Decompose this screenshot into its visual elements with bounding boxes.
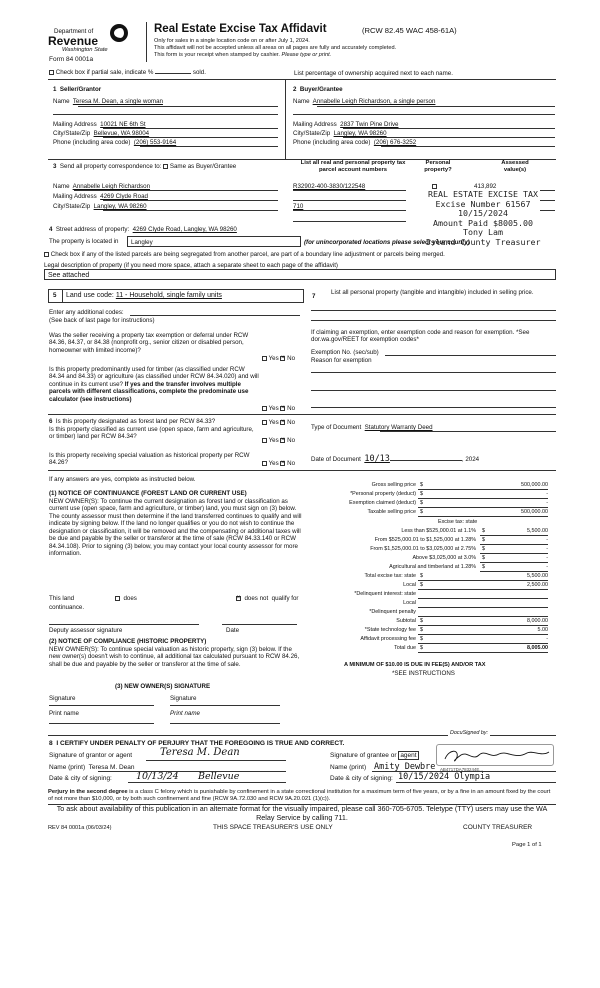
doc-type-row: Type of Document Statutory Warranty Deed xyxy=(311,424,433,431)
does-checkbox[interactable] xyxy=(115,596,120,601)
total-due-row: Total due $ 8,005.00 xyxy=(394,645,548,651)
segregated-row: Check box if any of the listed parcels are being segregated from another parcel, are part of a boundary line adjustment or parcels being merged. xyxy=(44,251,445,258)
located-input[interactable]: Langley xyxy=(127,236,301,247)
see-instructions-note: *SEE INSTRUCTIONS xyxy=(392,670,455,677)
gross-row: Gross selling price $ 500,000.00 xyxy=(371,482,548,488)
header-note1: Only for sales in a single location code on or after July 1, 2024. xyxy=(154,38,310,44)
seller-city[interactable]: Bellevue, WA 98004 xyxy=(93,130,150,137)
corr-city-row: City/State/Zip Langley, WA 98260 xyxy=(53,203,147,210)
seller-heading: 1 Seller/Grantor xyxy=(53,86,102,93)
grantee-date-label: Date & city of signing: xyxy=(330,775,393,782)
exemption-row: Exemption claimed (deduct) $ - xyxy=(349,500,548,506)
assessed-value-1[interactable]: 413,892 xyxy=(474,183,497,190)
buyer-phone-row: Phone (including area code) (206) 676-3252 xyxy=(293,139,417,146)
personal-col-header: Personal property? xyxy=(424,160,452,174)
deputy-signature-label: Deputy assessor signature xyxy=(49,627,123,634)
buyer-name[interactable]: Annabelle Leigh Richardson, a single person xyxy=(312,98,436,105)
segregated-checkbox[interactable] xyxy=(44,252,49,257)
timber-question: Is this property predominantly used for timber (as classified under RCW 84.34 and 84.33) or agriculture (as classified under RCW 84.34.020) and will continue in its current use? If yes and the transfer involves multiple parcels with different classifications, complete the predominate use calculator (see instructions) xyxy=(49,366,259,403)
form-title-ref: (RCW 82.45 WAC 458-61A) xyxy=(362,26,457,35)
certify-statement: 8 I CERTIFY UNDER PENALTY OF PERJURY THAT THE FOREGOING IS TRUE AND CORRECT. xyxy=(49,740,345,747)
unincorporated-note: (for unincorporated locations please select your county) xyxy=(304,239,470,246)
form-title: Real Estate Excise Tax Affidavit xyxy=(154,23,327,35)
delinquent-local-row: Local xyxy=(318,600,548,608)
additional-codes-label: Enter any additional codes: xyxy=(49,309,124,316)
seller-name[interactable]: Teresa M. Dean, a single woman xyxy=(72,98,163,105)
see-back-note: (See back of last page for instructions) xyxy=(49,317,155,324)
does-not-checkbox[interactable] xyxy=(236,596,241,601)
current-use-yes-no: Yes × No xyxy=(262,437,295,444)
dept-line1: Department of xyxy=(54,28,94,35)
total-state-row: Total excise tax: state $ 5,500.00 xyxy=(364,573,548,579)
new-owner-sig1-label: Signature xyxy=(49,695,76,702)
stamp-line1: REAL ESTATE EXCISE TAX xyxy=(428,189,538,199)
exemption-no-checkbox[interactable] xyxy=(280,356,285,361)
corr-mailing[interactable]: 4269 Clyde Road xyxy=(100,193,148,200)
grantor-name-row: Name (print) Teresa M. Dean xyxy=(49,764,135,771)
delinquent-state-row: *Delinquent interest: state xyxy=(318,591,548,599)
reason-label: Reason for exemption xyxy=(311,357,372,364)
partial-sale-checkbox[interactable] xyxy=(49,70,54,75)
forest-yes-checkbox[interactable] xyxy=(262,420,267,425)
exemption-yes-checkbox[interactable] xyxy=(262,356,267,361)
grantor-signature[interactable]: Teresa M. Dean xyxy=(160,747,240,758)
corr-mailing-row: Mailing Address 4269 Clyde Road xyxy=(53,193,148,200)
exemption-yes-no: Yes × No xyxy=(262,355,295,362)
seller-phone-row: Phone (including area code) (206) 553-9164 xyxy=(53,139,177,146)
seller-name-row: Name Teresa M. Dean, a single woman xyxy=(53,98,163,105)
grantee-signature-icon xyxy=(437,745,555,767)
form-number: Form 84 0001a xyxy=(49,56,94,63)
current-use-question: Is this property classified as current use (open space, farm and agriculture, or timber) land per RCW 84.34? xyxy=(49,426,254,441)
parcel-number-2[interactable]: 710 xyxy=(293,203,304,210)
this-land-label: This land xyxy=(49,595,75,602)
corr-name-row: Name Annabelle Leigh Richardson xyxy=(53,183,151,190)
personal-property-label: List all personal property (tangible and intangible) included in selling price. xyxy=(331,289,534,296)
total-due-value: 8,005.00 xyxy=(527,645,548,651)
new-owner-sig2-label: Signature xyxy=(170,695,197,702)
seller-city-row: City/State/Zip Bellevue, WA 98004 xyxy=(53,130,150,137)
answers-note: If any answers are yes, complete as instructed below. xyxy=(49,476,196,483)
buyer-city[interactable]: Langley, WA 98260 xyxy=(333,130,387,137)
grantor-sig-label: Signature of grantor or agent xyxy=(49,752,133,759)
assessed-col-header: Assessed value(s) xyxy=(501,160,529,174)
dept-line2: Revenue xyxy=(48,34,99,48)
revision-label: REV 84 0001a (06/03/24) xyxy=(48,825,112,831)
new-owner-print2-label: Print name xyxy=(170,710,200,717)
buyer-heading: 2 Buyer/Grantee xyxy=(293,86,343,93)
historical-no-checkbox[interactable] xyxy=(280,461,285,466)
stamp-line4: Amount Paid $8005.00 xyxy=(433,217,533,228)
continuance-heading: (1) NOTICE OF CONTINUANCE (FOREST LAND OR CURRENT USE) xyxy=(49,490,247,497)
compliance-heading: (2) NOTICE OF COMPLIANCE (HISTORIC PROPERTY) xyxy=(49,638,207,645)
tier2-row: From $525,000.01 to $1,525,000 at 1.28% $ - xyxy=(374,537,548,543)
docusign-envelope-id: AB4717DA783244E... xyxy=(440,767,483,772)
historical-yes-checkbox[interactable] xyxy=(262,461,267,466)
dept-line3: Washington State xyxy=(62,47,108,53)
grantor-name[interactable]: Teresa M. Dean xyxy=(88,764,135,771)
taxable-value: 500,000.00 xyxy=(521,509,548,515)
seller-mailing[interactable]: 10021 NE 6th St xyxy=(100,121,146,128)
excise-state-label: Excise tax: state xyxy=(438,519,478,525)
does-not-option: × does not qualify for xyxy=(236,595,298,602)
docusign-signature-box[interactable] xyxy=(436,744,554,766)
tech-fee-row: *State technology fee $ 5.00 xyxy=(364,627,548,633)
compliance-text: NEW OWNER(S): To continue special valuation as historic property, sign (3) below. If the new owner(s) doesn't wish to continue, all additional tax calculated pursuant to RCW 84.26, shall be due and payable by the seller or transferor at the time of sale. xyxy=(49,646,300,668)
historical-question: Is this property receiving special valuation as historical property per RCW 84.26? xyxy=(49,452,250,467)
grantee-date[interactable]: 10/15/2024 Olympia xyxy=(398,772,491,782)
tax-calculation xyxy=(318,482,548,642)
stamp-line6: Island County Treasurer xyxy=(425,236,541,247)
land-use-row: Land use code: 11 - Household, single family units xyxy=(66,292,222,299)
forest-land-question: 6 Is this property designated as forest land per RCW 84.33? xyxy=(49,418,216,425)
timber-no-checkbox[interactable] xyxy=(280,406,285,411)
grantor-date-label: Date & city of signing: xyxy=(49,775,112,782)
street-address[interactable]: 4269 Clyde Road, Langley, WA 98260 xyxy=(132,226,237,233)
header-note3: This form is your receipt when stamped by cashier. Please type or print. xyxy=(154,52,332,58)
forest-yes-no: Yes × No xyxy=(262,419,295,426)
subtotal-row: Subtotal $ 8,000.00 xyxy=(396,618,548,624)
buyer-city-row: City/State/Zip Langley, WA 98260 xyxy=(293,130,387,137)
county-treasurer-label: COUNTY TREASURER xyxy=(463,824,533,831)
located-label: The property is located in xyxy=(49,238,119,245)
correspondence-heading: 3 Send all property correspondence to: Same as Buyer/Grantee xyxy=(53,163,237,170)
treasurer-space-label: THIS SPACE TREASURER'S USE ONLY xyxy=(213,824,333,831)
buyer-name-row: Name Annabelle Leigh Richardson, a single person xyxy=(293,98,436,105)
forest-no-checkbox[interactable] xyxy=(280,420,285,425)
tier4-row: Above $3,025,000 at 3.0% $ - xyxy=(412,555,548,561)
tier5-row: Agricultural and timberland at 1.28% $ - xyxy=(389,564,548,570)
section7-number: 7 xyxy=(312,293,316,300)
stamp-line5: Tony Lam xyxy=(463,227,503,238)
gross-value: 500,000.00 xyxy=(521,482,548,488)
doc-date[interactable]: 10/13 xyxy=(364,454,390,464)
taxable-row: Taxable selling price $ 500,000.00 xyxy=(367,509,548,515)
deputy-date-label: Date xyxy=(226,627,240,634)
exemption-question: Was the seller receiving a property tax exemption or deferral under RCW 84.36, 84.37, or 84.38 (nonprofit org., senior citizen or disabled person, homeowner with limited income)? xyxy=(49,332,249,354)
seller-mailing-row: Mailing Address 10021 NE 6th St xyxy=(53,121,146,128)
current-use-yes-checkbox[interactable] xyxy=(262,438,267,443)
continuance-label: continuance. xyxy=(49,604,85,611)
timber-yes-no: Yes × No xyxy=(262,405,295,412)
page-number: Page 1 of 1 xyxy=(512,842,542,848)
exemption-no-label: Exemption No. (sec/sub) xyxy=(311,349,379,356)
same-as-buyer-checkbox[interactable] xyxy=(163,164,168,169)
buyer-mailing[interactable]: 2837 Twin Pine Drive xyxy=(340,121,399,128)
tier1-row: Less than $525,000.01 at 1.1% $ 5,500.00 xyxy=(401,528,548,534)
does-option: does xyxy=(115,595,137,602)
tax-calculation-tail xyxy=(318,636,548,656)
personal-row: *Personal property (deduct) $ - xyxy=(350,491,548,497)
land-use-code[interactable]: 11 - Household, single family units xyxy=(115,292,222,299)
grantee-sig-label: Signature of grantee or agent xyxy=(330,752,417,759)
tier3-row: From $1,525,000.01 to $3,025,000 at 2.75% $ - xyxy=(370,546,548,552)
stamp-line2: Excise Number 61567 xyxy=(435,198,531,209)
affidavit-fee-row: Affidavit processing fee $ - xyxy=(360,636,548,642)
current-use-no-checkbox[interactable] xyxy=(280,438,285,443)
docusigned-label: DocuSigned by: xyxy=(450,730,489,736)
dor-seal-icon xyxy=(110,24,128,42)
legal-label: Legal description of property (if you need more space, attach a separate sheet to each page of the affidavit) xyxy=(44,262,338,269)
grantee-name-label: Name (print) xyxy=(330,764,367,771)
doc-type[interactable]: Statutory Warranty Deed xyxy=(364,424,433,431)
seller-phone[interactable]: (206) 553-9164 xyxy=(133,139,177,146)
parcel-col-header: List all real and personal property tax parcel account numbers xyxy=(300,160,406,174)
parcel-number-1[interactable]: R32902-400-3830/122548 xyxy=(293,183,366,190)
grantee-name[interactable]: Amity Dewbre xyxy=(374,762,436,772)
legal-description-input[interactable]: See attached xyxy=(44,269,556,280)
buyer-mailing-row: Mailing Address 2837 Twin Pine Drive xyxy=(293,121,399,128)
alt-format-note: To ask about availability of this publication in an alternate format for the visually impaired, please call 360-705-6705. Teletype (TTY) users may use the WA Relay Service by calling 711. xyxy=(56,804,548,822)
new-owner-heading: (3) NEW OWNER(S) SIGNATURE xyxy=(115,683,211,690)
corr-city[interactable]: Langley, WA 98260 xyxy=(93,203,147,210)
partial-sale: Check box if partial sale, indicate % sold. xyxy=(49,69,206,76)
exemption-claim-label: If claiming an exemption, enter exemption code and reason for exemption. *See dor.wa.gov/REET for exemption codes* xyxy=(311,329,530,344)
section5-number: 5 xyxy=(53,292,57,299)
new-owner-print1-label: Print name xyxy=(49,710,79,717)
local-row: Local $ 2,500.00 xyxy=(403,582,548,588)
stamp-line3: 10/15/2024 xyxy=(458,208,508,219)
grantor-city[interactable]: Bellevue xyxy=(198,771,240,782)
timber-yes-checkbox[interactable] xyxy=(262,406,267,411)
doc-date-row: Date of Document 10/13 , 2024 xyxy=(311,454,480,464)
continuance-text: NEW OWNER(S): To continue the current designation as forest land or classification as current use (open space, farm and agriculture, or timber) land, you must sign on (3) below. The county assessor must then determine if the land transferred continues to qualify and will indicate by signing below. If the land no longer qualifies or you do not wish to continue the designation or classification, it will be removed and the compensating or additional taxes will be due and payable by the seller or transferor at the time of sale (RCW 84.33.140 or RCW 84.34.108). Prior to signing (3) below, you may contact your local county assessor for more information. xyxy=(49,498,302,558)
penalty-row: *Delinquent penalty xyxy=(318,609,548,617)
ownership-note: List percentage of ownership acquired next to each name. xyxy=(294,70,453,77)
grantor-date[interactable]: 10/13/24 xyxy=(136,771,179,782)
perjury-note: Perjury in the second degree is a class C felony which is punishable by confinement in a state correctional institution for a maximum term of five years, or by a fine in an amount fixed by the court of not more than $10,000, or by both such confinement and fine (RCW 9A.72.030 and RCW 9A.20.021 (1)(c)). xyxy=(48,789,551,802)
corr-name[interactable]: Annabelle Leigh Richardson xyxy=(72,183,151,190)
historical-yes-no: Yes × No xyxy=(262,460,295,467)
street-row: 4 Street address of property: 4269 Clyde Road, Langley, WA 98260 xyxy=(49,226,237,233)
buyer-phone[interactable]: (206) 676-3252 xyxy=(373,139,417,146)
minimum-note: A MINIMUM OF $10.00 IS DUE IN FEE(S) AND/OR TAX xyxy=(344,662,486,668)
header-note2: This affidavit will not be accepted unless all areas on all pages are fully and accurately completed. xyxy=(154,45,397,51)
